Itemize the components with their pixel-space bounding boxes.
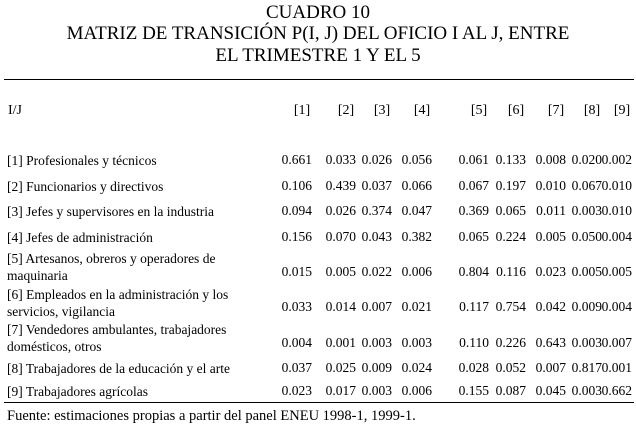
column-header: [9] (613, 103, 631, 118)
table-cell: 0.004 (601, 229, 632, 244)
table-cell: 0.050 (571, 229, 602, 244)
table-cell: 0.133 (495, 152, 526, 167)
table-cell: 0.022 (361, 264, 392, 279)
table-cell: 0.037 (361, 178, 392, 193)
table-cell: 0.224 (495, 229, 526, 244)
table-cell: 0.754 (495, 299, 526, 314)
row-label: [8] Trabajadores de la educación y el arte (7, 361, 231, 376)
table-cell: 0.003 (571, 383, 602, 398)
row-label: [1] Profesionales y técnicos (7, 153, 157, 168)
table-title-line-2: EL TRIMESTRE 1 Y EL 5 (215, 45, 421, 66)
column-header: [3] (373, 103, 391, 118)
table-cell: 0.005 (571, 264, 602, 279)
table-number: CUADRO 10 (266, 2, 370, 23)
table-cell: 0.110 (459, 335, 489, 350)
table-cell: 0.056 (401, 152, 432, 167)
table-cell: 0.005 (535, 229, 566, 244)
row-label: [2] Funcionarios y directivos (7, 179, 164, 194)
table-cell: 0.065 (495, 203, 526, 218)
table-cell: 0.369 (458, 203, 489, 218)
table-cell: 0.439 (325, 178, 356, 193)
table-cell: 0.061 (458, 152, 489, 167)
table-cell: 0.047 (401, 203, 432, 218)
table-cell: 0.116 (496, 264, 526, 279)
row-label: [3] Jefes y supervisores en la industria (7, 204, 214, 219)
table-cell: 0.021 (401, 299, 432, 314)
table-cell: 0.066 (401, 178, 432, 193)
row-label: [5] Artesanos, obreros y operadores de maquinaria (7, 251, 216, 283)
table-cell: 0.155 (458, 383, 489, 398)
table-cell: 0.117 (459, 299, 489, 314)
column-header: [6] (507, 103, 525, 118)
table-cell: 0.003 (571, 203, 602, 218)
row-label: [6] Empleados en la administración y los servicios, vigilancia (7, 287, 229, 319)
table-cell: 0.817 (571, 360, 602, 375)
column-header: [7] (547, 103, 565, 118)
table-cell: 0.004 (601, 299, 632, 314)
table-cell: 0.662 (601, 383, 632, 398)
column-header: [1] (293, 103, 311, 118)
table-cell: 0.002 (601, 152, 632, 167)
table-cell: 0.009 (361, 360, 392, 375)
table-cell: 0.033 (281, 299, 312, 314)
table-cell: 0.070 (325, 229, 356, 244)
column-header: [8] (583, 103, 601, 118)
table-cell: 0.156 (281, 229, 312, 244)
table-cell: 0.661 (281, 152, 312, 167)
row-label: [4] Jefes de administración (7, 230, 153, 245)
table-cell: 0.033 (325, 152, 356, 167)
table-cell: 0.003 (361, 383, 392, 398)
top-rule (4, 79, 634, 80)
table-cell: 0.037 (281, 360, 312, 375)
table-cell: 0.024 (401, 360, 432, 375)
column-header: [5] (470, 103, 488, 118)
table-cell: 0.008 (535, 152, 566, 167)
table-cell: 0.005 (325, 264, 356, 279)
table-cell: 0.010 (601, 203, 632, 218)
table-cell: 0.005 (601, 264, 632, 279)
table-cell: 0.014 (325, 299, 356, 314)
table-cell: 0.045 (535, 383, 566, 398)
table-cell: 0.197 (495, 178, 526, 193)
table-cell: 0.001 (325, 335, 356, 350)
table-cell: 0.042 (535, 299, 566, 314)
table-cell: 0.052 (495, 360, 526, 375)
table-cell: 0.382 (401, 229, 432, 244)
table-cell: 0.067 (458, 178, 489, 193)
table-cell: 0.094 (281, 203, 312, 218)
column-header: [2] (337, 103, 355, 118)
row-label: [7] Vendedores ambulantes, trabajadores domésticos, otros (7, 322, 227, 354)
table-cell: 0.006 (401, 383, 432, 398)
table-cell: 0.025 (325, 360, 356, 375)
table-cell: 0.067 (571, 178, 602, 193)
table-cell: 0.017 (325, 383, 356, 398)
table-cell: 0.026 (325, 203, 356, 218)
table-cell: 0.374 (361, 203, 392, 218)
table-cell: 0.011 (536, 203, 566, 218)
table-cell: 0.643 (535, 335, 566, 350)
table-cell: 0.804 (458, 264, 489, 279)
table-cell: 0.001 (601, 360, 632, 375)
table-cell: 0.023 (535, 264, 566, 279)
table-cell: 0.007 (535, 360, 566, 375)
table-cell: 0.043 (361, 229, 392, 244)
table-cell: 0.003 (361, 335, 392, 350)
source-footnote: Fuente: estimaciones propias a partir del panel ENEU 1998-1, 1999-1. (7, 408, 416, 424)
bottom-rule (4, 402, 634, 403)
table-cell: 0.106 (281, 178, 312, 193)
table-cell: 0.015 (281, 264, 312, 279)
table-cell: 0.065 (458, 229, 489, 244)
table-cell: 0.007 (601, 335, 632, 350)
header-label: I/J (8, 103, 22, 118)
table-cell: 0.028 (458, 360, 489, 375)
table-cell: 0.009 (571, 299, 602, 314)
table-cell: 0.003 (571, 335, 602, 350)
table-cell: 0.023 (281, 383, 312, 398)
table-cell: 0.087 (495, 383, 526, 398)
table-cell: 0.226 (495, 335, 526, 350)
table-cell: 0.020 (571, 152, 602, 167)
table-cell: 0.007 (361, 299, 392, 314)
table-cell: 0.010 (535, 178, 566, 193)
row-label: [9] Trabajadores agrícolas (7, 384, 148, 399)
table-title-line-1: MATRIZ DE TRANSICIÓN P(I, J) DEL OFICIO I AL J, ENTRE (66, 23, 570, 44)
table-cell: 0.026 (361, 152, 392, 167)
table-cell: 0.003 (401, 335, 432, 350)
column-header: [4] (413, 103, 431, 118)
table-cell: 0.006 (401, 264, 432, 279)
table-cell: 0.010 (601, 178, 632, 193)
table-cell: 0.004 (281, 335, 312, 350)
